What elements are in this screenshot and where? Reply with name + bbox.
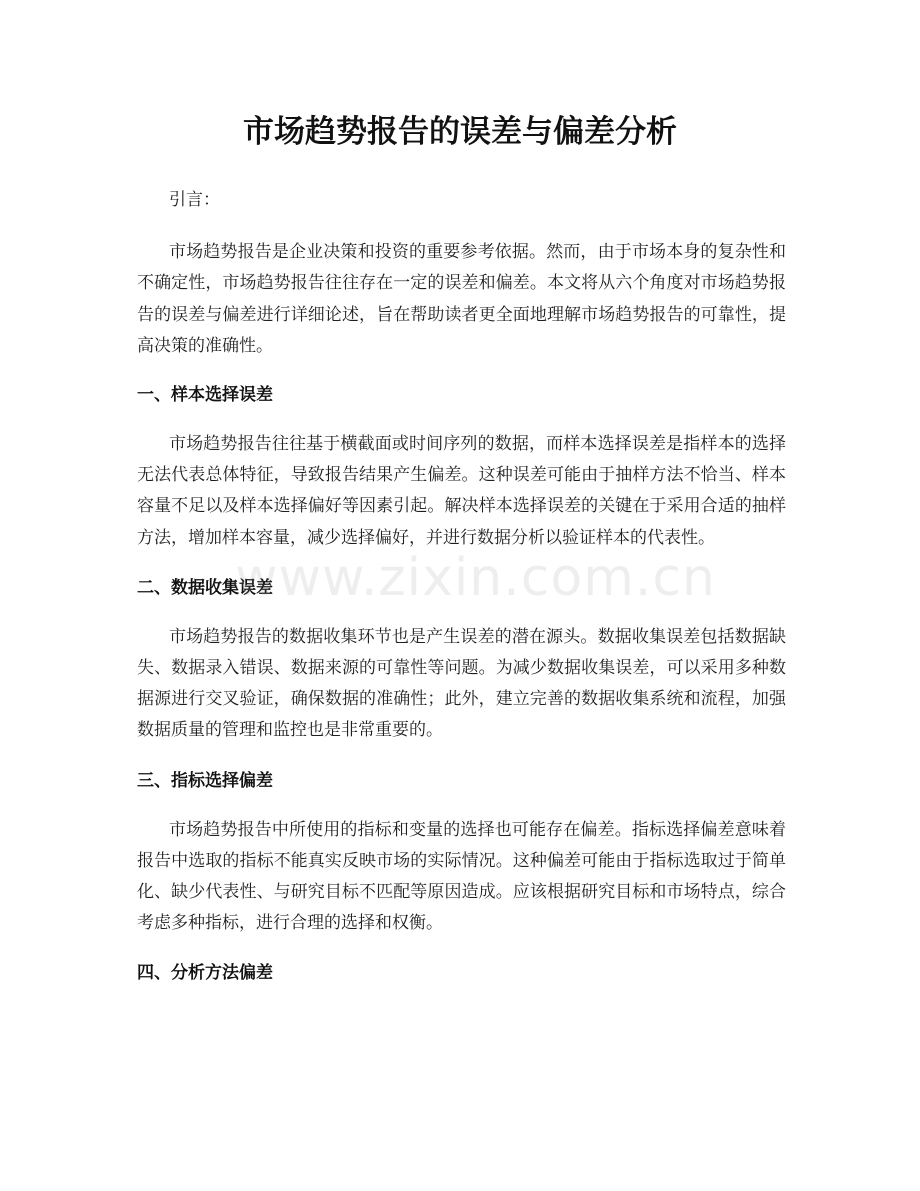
section-heading-3: 三、指标选择偏差 — [137, 770, 273, 791]
section-paragraph-3: 市场趋势报告中所使用的指标和变量的选择也可能存在偏差。指标选择偏差意味着报告中选取的指标不能真实反映市场的实际情况。这种偏差可能由于指标选取过于简单化、缺少代表性、与研究目标不匹配等原因造成。应该根据研究目标和市场特点，综合考虑多种指标，进行合理的选择和权衡。 — [137, 819, 786, 934]
page-title: 市场趋势报告的误差与偏差分析 — [243, 114, 677, 150]
section-heading-1: 一、样本选择误差 — [137, 385, 273, 406]
document-body — [137, 185, 786, 986]
section-heading-2: 二、数据收集误差 — [137, 577, 273, 598]
section-heading-4: 四、分析方法偏差 — [137, 963, 273, 984]
section-paragraph-1: 市场趋势报告往往基于横截面或时间序列的数据，而样本选择误差是指样本的选择无法代表总体特征，导致报告结果产生偏差。这种误差可能由于抽样方法不恰当、样本容量不足以及样本选择偏好等因素引起。解决样本选择误差的关键在于采用合适的抽样方法，增加样本容量，减少选择偏好，并进行数据分析以验证样本的代表性。 — [137, 434, 786, 548]
watermark: www.zixin.com.cn — [235, 548, 716, 608]
intro-label: 引言： — [169, 190, 220, 210]
intro-paragraph: 市场趋势报告是企业决策和投资的重要参考依据。然而，由于市场本身的复杂性和不确定性，市场趋势报告往往存在一定的误差和偏差。本文将从六个角度对市场趋势报告的误差与偏差进行详细论述，旨在帮助读者更全面地理解市场趋势报告的可靠性，提高决策的准确性。 — [137, 242, 786, 356]
section-paragraph-2: 市场趋势报告的数据收集环节也是产生误差的潜在源头。数据收集误差包括数据缺失、数据录入错误、数据来源的可靠性等问题。为减少数据收集误差，可以采用多种数据源进行交叉验证，确保数据的准确性；此外，建立完善的数据收集系统和流程，加强数据质量的管理和监控也是非常重要的。 — [137, 626, 786, 741]
